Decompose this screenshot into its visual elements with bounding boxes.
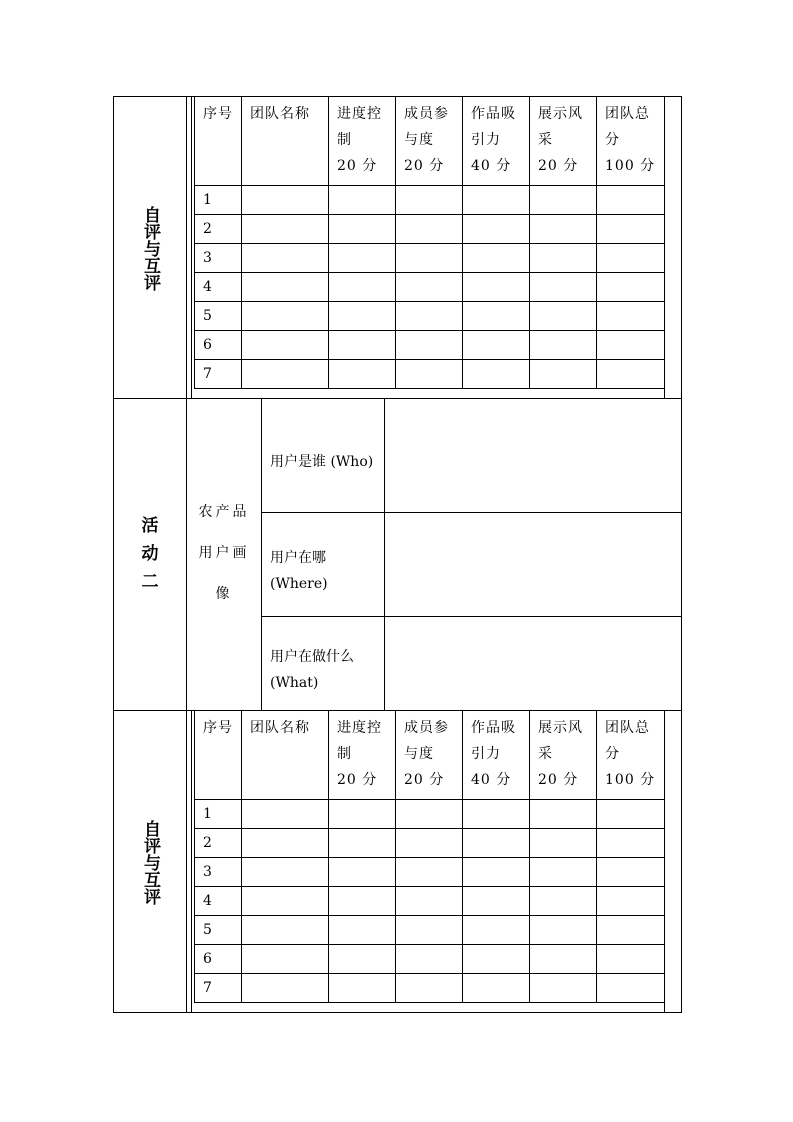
row-index: 6 — [195, 331, 242, 360]
persona-title-line: 农产品 — [198, 504, 250, 520]
header-total: 团队总 分 100 分 — [597, 711, 665, 800]
table-row — [195, 887, 665, 916]
table-row — [195, 244, 665, 273]
presentation-score-cell[interactable] — [530, 273, 597, 302]
progress-score-cell[interactable] — [329, 858, 396, 887]
question-where-label-en: (Where) — [270, 576, 328, 592]
question-where-label: 用户在哪 — [270, 550, 326, 566]
table-header-row — [195, 97, 665, 186]
table-header-row — [195, 711, 665, 800]
total-score-cell[interactable] — [597, 244, 665, 273]
total-score-cell[interactable] — [597, 974, 665, 1003]
participation-score-cell[interactable] — [396, 945, 463, 974]
section2-label — [135, 512, 165, 596]
row-index: 3 — [195, 244, 242, 273]
header-team-name: 团队名称 — [242, 711, 329, 800]
participation-score-cell[interactable] — [396, 858, 463, 887]
row-index: 7 — [195, 360, 242, 389]
section2-label-char: 活 — [141, 516, 159, 536]
table-row — [195, 800, 665, 829]
attraction-score-cell[interactable] — [463, 360, 530, 389]
question-what-label-en: (What) — [270, 675, 319, 691]
attraction-score-cell[interactable] — [463, 186, 530, 215]
header-total: 团队总 分 100 分 — [597, 97, 665, 186]
team-name-cell[interactable] — [242, 244, 329, 273]
answer-where-field[interactable] — [385, 513, 681, 615]
header-presentation: 展示风 采 20 分 — [530, 711, 597, 800]
total-score-cell[interactable] — [597, 916, 665, 945]
attraction-score-cell[interactable] — [463, 215, 530, 244]
table-row — [195, 186, 665, 215]
presentation-score-cell[interactable] — [530, 887, 597, 916]
section3-label: 自评与互评 — [140, 819, 160, 905]
label-column-divider-inner — [191, 710, 192, 1013]
team-name-cell[interactable] — [242, 887, 329, 916]
row-index: 2 — [195, 829, 242, 858]
header-participation: 成员参 与度 20 分 — [396, 97, 463, 186]
total-score-cell[interactable] — [597, 858, 665, 887]
total-score-cell[interactable] — [597, 945, 665, 974]
participation-score-cell[interactable] — [396, 273, 463, 302]
presentation-score-cell[interactable] — [530, 916, 597, 945]
presentation-score-cell[interactable] — [530, 215, 597, 244]
header-attraction: 作品吸 引力 40 分 — [463, 97, 530, 186]
attraction-score-cell[interactable] — [463, 800, 530, 829]
participation-score-cell[interactable] — [396, 302, 463, 331]
table-row — [195, 945, 665, 974]
row-index: 7 — [195, 974, 242, 1003]
label-column-divider-inner — [191, 96, 192, 398]
row-index: 5 — [195, 916, 242, 945]
total-score-cell[interactable] — [597, 186, 665, 215]
attraction-score-cell[interactable] — [463, 273, 530, 302]
progress-score-cell[interactable] — [329, 974, 396, 1003]
team-name-cell[interactable] — [242, 186, 329, 215]
row-index: 4 — [195, 273, 242, 302]
attraction-score-cell[interactable] — [463, 829, 530, 858]
attraction-score-cell[interactable] — [463, 302, 530, 331]
table-row — [195, 974, 665, 1003]
table-row — [195, 215, 665, 244]
presentation-score-cell[interactable] — [530, 974, 597, 1003]
participation-score-cell[interactable] — [396, 800, 463, 829]
table-row — [195, 858, 665, 887]
team-name-cell[interactable] — [242, 360, 329, 389]
table-row — [195, 829, 665, 858]
attraction-score-cell[interactable] — [463, 858, 530, 887]
progress-score-cell[interactable] — [329, 916, 396, 945]
row-index: 1 — [195, 186, 242, 215]
row-index: 1 — [195, 800, 242, 829]
section3-score-table — [194, 710, 665, 1003]
table-row — [195, 302, 665, 331]
header-progress: 进度控 制 20 分 — [329, 711, 396, 800]
total-score-cell[interactable] — [597, 302, 665, 331]
question-what — [270, 644, 354, 696]
team-name-cell[interactable] — [242, 215, 329, 244]
presentation-score-cell[interactable] — [530, 331, 597, 360]
progress-score-cell[interactable] — [329, 215, 396, 244]
row-index: 2 — [195, 215, 242, 244]
participation-score-cell[interactable] — [396, 215, 463, 244]
total-score-cell[interactable] — [597, 360, 665, 389]
header-team-name: 团队名称 — [242, 97, 329, 186]
table-row — [195, 273, 665, 302]
team-name-cell[interactable] — [242, 331, 329, 360]
team-name-cell[interactable] — [242, 945, 329, 974]
progress-score-cell[interactable] — [329, 302, 396, 331]
table-row — [195, 331, 665, 360]
progress-score-cell[interactable] — [329, 244, 396, 273]
section1-label: 自评与互评 — [140, 205, 160, 291]
header-participation: 成员参 与度 20 分 — [396, 711, 463, 800]
persona-title-line: 用户画 — [198, 545, 250, 561]
question-what-label: 用户在做什么 — [270, 649, 354, 665]
team-name-cell[interactable] — [242, 916, 329, 945]
row-index: 4 — [195, 887, 242, 916]
progress-score-cell[interactable] — [329, 186, 396, 215]
total-score-cell[interactable] — [597, 273, 665, 302]
participation-score-cell[interactable] — [396, 244, 463, 273]
presentation-score-cell[interactable] — [530, 360, 597, 389]
answer-who-field[interactable] — [385, 399, 681, 511]
presentation-score-cell[interactable] — [530, 186, 597, 215]
row-index: 3 — [195, 858, 242, 887]
table-row — [195, 916, 665, 945]
presentation-score-cell[interactable] — [530, 829, 597, 858]
progress-score-cell[interactable] — [329, 273, 396, 302]
team-name-cell[interactable] — [242, 858, 329, 887]
total-score-cell[interactable] — [597, 887, 665, 916]
participation-score-cell[interactable] — [396, 916, 463, 945]
persona-column-divider — [261, 398, 262, 710]
row-index: 6 — [195, 945, 242, 974]
answer-what-field[interactable] — [385, 617, 681, 709]
attraction-score-cell[interactable] — [463, 945, 530, 974]
team-name-cell[interactable] — [242, 829, 329, 858]
total-score-cell[interactable] — [597, 215, 665, 244]
header-index: 序号 — [195, 711, 242, 800]
header-index: 序号 — [195, 97, 242, 186]
presentation-score-cell[interactable] — [530, 858, 597, 887]
attraction-score-cell[interactable] — [463, 916, 530, 945]
attraction-score-cell[interactable] — [463, 244, 530, 273]
team-name-cell[interactable] — [242, 800, 329, 829]
header-progress: 进度控 制 20 分 — [329, 97, 396, 186]
participation-score-cell[interactable] — [396, 360, 463, 389]
team-name-cell[interactable] — [242, 273, 329, 302]
total-score-cell[interactable] — [597, 331, 665, 360]
team-name-cell[interactable] — [242, 974, 329, 1003]
progress-score-cell[interactable] — [329, 829, 396, 858]
header-attraction: 作品吸 引力 40 分 — [463, 711, 530, 800]
question-who — [270, 449, 373, 475]
total-score-cell[interactable] — [597, 800, 665, 829]
presentation-score-cell[interactable] — [530, 800, 597, 829]
progress-score-cell[interactable] — [329, 887, 396, 916]
progress-score-cell[interactable] — [329, 800, 396, 829]
question-who-label: 用户是谁 (Who) — [270, 454, 374, 470]
participation-score-cell[interactable] — [396, 186, 463, 215]
label-column-divider — [186, 96, 187, 1013]
attraction-score-cell[interactable] — [463, 331, 530, 360]
question-where — [270, 545, 328, 597]
progress-score-cell[interactable] — [329, 360, 396, 389]
total-score-cell[interactable] — [597, 829, 665, 858]
participation-score-cell[interactable] — [396, 887, 463, 916]
presentation-score-cell[interactable] — [530, 244, 597, 273]
progress-score-cell[interactable] — [329, 331, 396, 360]
row-index: 5 — [195, 302, 242, 331]
persona-title-line: 像 — [215, 586, 233, 602]
persona-title — [188, 492, 260, 615]
section1-score-table — [194, 96, 665, 389]
progress-score-cell[interactable] — [329, 945, 396, 974]
section2-label-char: 动 — [141, 544, 159, 564]
section2-label-char: 二 — [141, 572, 159, 592]
participation-score-cell[interactable] — [396, 974, 463, 1003]
participation-score-cell[interactable] — [396, 331, 463, 360]
table-row — [195, 360, 665, 389]
presentation-score-cell[interactable] — [530, 302, 597, 331]
team-name-cell[interactable] — [242, 302, 329, 331]
attraction-score-cell[interactable] — [463, 887, 530, 916]
presentation-score-cell[interactable] — [530, 945, 597, 974]
header-presentation: 展示风 采 20 分 — [530, 97, 597, 186]
participation-score-cell[interactable] — [396, 829, 463, 858]
attraction-score-cell[interactable] — [463, 974, 530, 1003]
